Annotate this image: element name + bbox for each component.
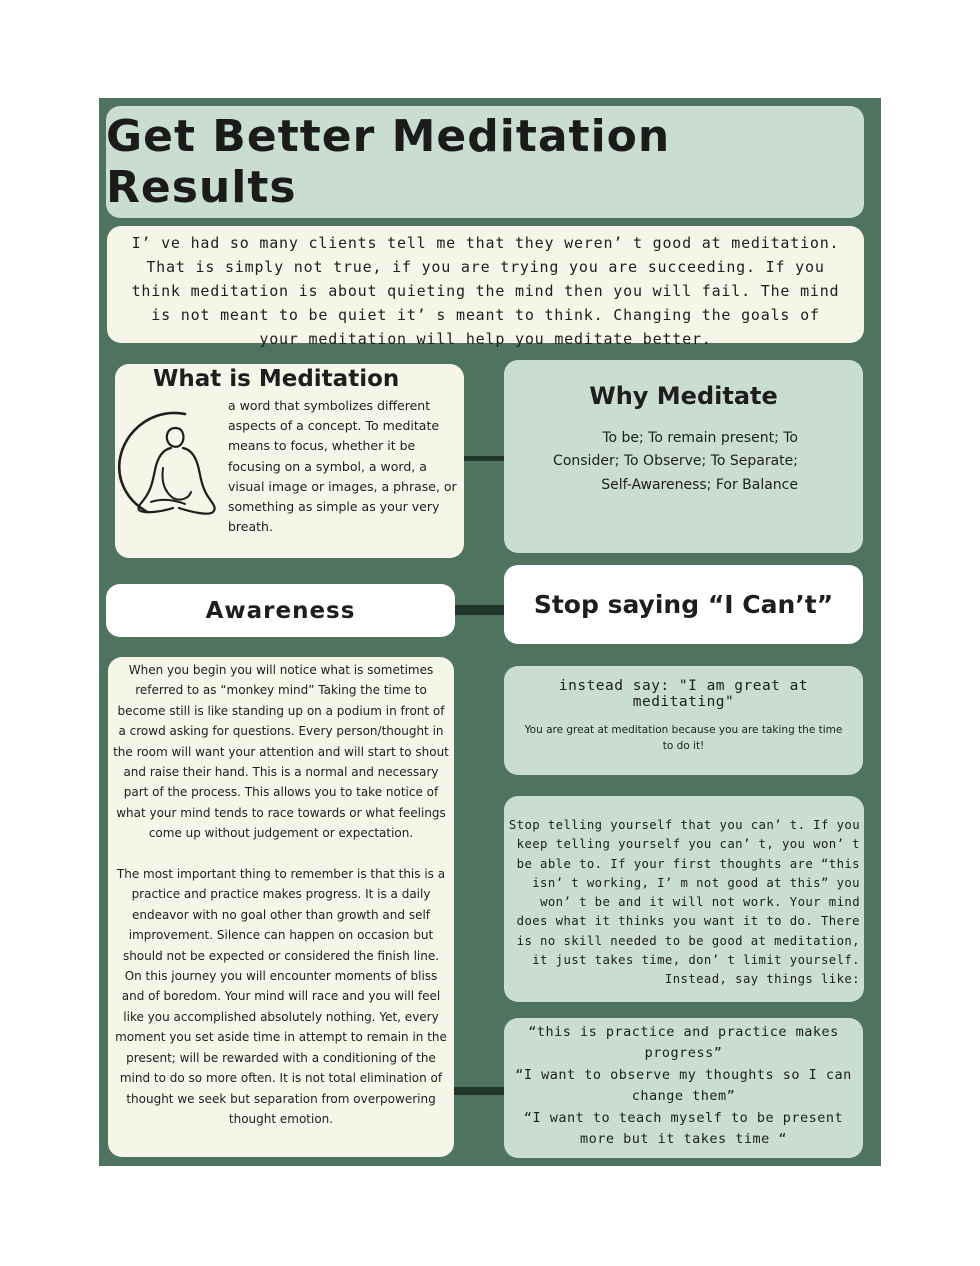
stop-saying-title: Stop saying “I Can’t”: [533, 590, 834, 619]
stop-telling-box: [504, 796, 864, 1002]
quote-2: “I want to observe my thoughts so I can change them”: [515, 1066, 852, 1105]
awareness-heading-box: [106, 584, 455, 637]
page-title: Get Better Meditation Results: [106, 111, 671, 213]
instead-say-box: [504, 666, 863, 775]
intro-text: I’ ve had so many clients tell me that they weren’ t good at meditation. That is simply not true, if you are trying you are succeeding. If you think meditation is about quieting the mind then you will fail. The mind is not meant to be quiet it’ s meant to think. Changing the goals of your meditation will help you meditate better.: [131, 234, 840, 348]
quote-3: “I want to teach myself to be present more but it takes time “: [523, 1109, 844, 1148]
what-is-meditation-text: a word that symbolizes different aspects of a concept. To meditate means to focus, whether it be focusing on a symbol, a word, a visual image or images, a phrase, or something as simple as your very breath.: [228, 398, 457, 535]
stop-telling-text: Stop telling yourself that you can’ t. If you keep telling yourself you can’ t, you won’ t be able to. If your first thoughts are “this isn’ t working, I’ m not good at this” you won’ t be and it will not work. Your mind does what it thinks you want it to do. There is no skill needed to be good at meditation, it just takes time, don’ t limit yourself. Instead, say things like:: [508, 818, 860, 987]
what-is-meditation-title: What is Meditation: [153, 366, 400, 392]
stop-saying-heading-box: [504, 565, 863, 644]
awareness-paragraph-1: When you begin you will notice what is sometimes referred to as “monkey mind” Taking the time to become still is like standing up on a podium in front of a crowd asking for questions. Every person/thought in the room will want your attention and will start to shout and raise their hand. This is a normal and necessary part of the process. This allows you to take notice of what your mind tends to race towards or what feelings come up without judgement or expectation.: [113, 663, 449, 841]
instead-say-title: instead say: "I am great at meditating": [558, 678, 809, 710]
awareness-text-box: [108, 657, 454, 1157]
title-banner: [106, 106, 864, 218]
connector-awareness-cant: [454, 605, 505, 615]
connector-awareness-quotes: [453, 1087, 505, 1095]
instead-say-subtext: You are great at meditation because you are taking the time to do it!: [524, 724, 843, 752]
why-meditate-title: Why Meditate: [589, 382, 778, 410]
intro-box: [107, 226, 864, 348]
awareness-title: Awareness: [205, 597, 356, 624]
why-meditate-box: [504, 360, 863, 553]
quote-1: “this is practice and practice makes progress”: [528, 1024, 839, 1062]
connector-what-why: [463, 456, 505, 461]
what-is-meditation-box: [115, 364, 464, 558]
quotes-box: [504, 1018, 863, 1158]
why-meditate-text: To be; To remain present; To Consider; To Observe; To Separate; Self-Awareness; For Balance: [553, 430, 798, 493]
awareness-paragraph-2: The most important thing to remember is that this is a practice and practice makes progress. It is a daily endeavor with no goal other than growth and self improvement. Silence can happen on occasion but should not be expected or considered the finish line. On this journey you will encounter moments of bliss and of boredom. Your mind will race and you will feel like you accomplished absolutely nothing. Yet, every moment you set aside time in attempt to remain in the present; will be rewarded with a conditioning of the mind to do so more often. It is not total elimination of thought we seek but separation from overpowering thought emotion.: [115, 867, 447, 1126]
meditator-icon: [115, 408, 221, 520]
